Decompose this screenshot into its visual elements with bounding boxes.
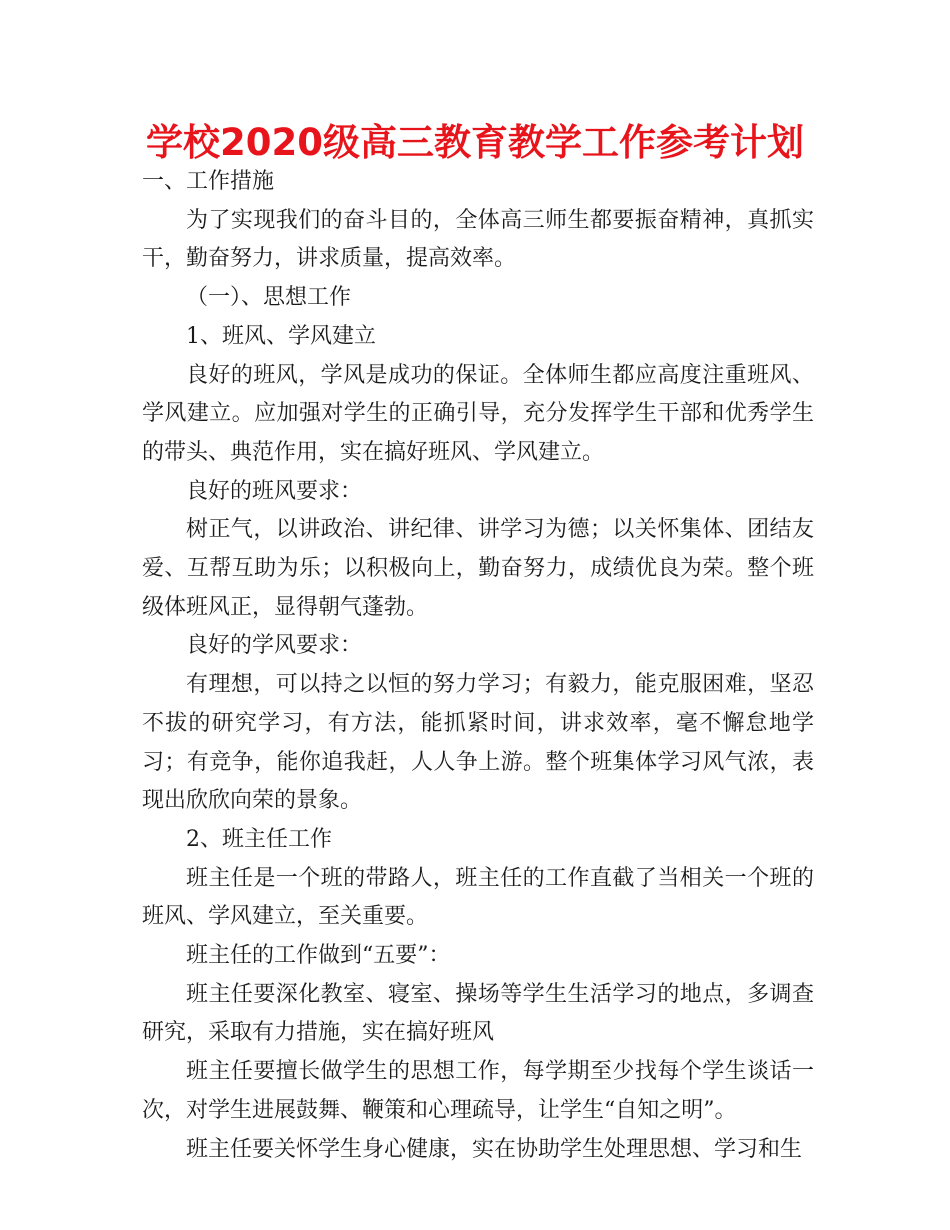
body-paragraph: 良好的班风，学风是成功的保证。全体师生都应高度注重班风、学风建立。应加强对学生的正确引导，充分发挥学生干部和优秀学生的带头、典范作用，实在搞好班风、学风建立。 — [142, 362, 814, 465]
item-heading: 1、班风、学风建立 — [186, 323, 376, 349]
section-heading: 一、工作措施 — [142, 169, 275, 194]
item-heading: 2、班主任工作 — [186, 826, 332, 852]
body-paragraph: 良好的学风要求： — [186, 633, 363, 659]
subsection-heading: （一）、思想工作 — [186, 285, 352, 311]
body-paragraph: 班主任的工作做到“五要”： — [186, 943, 451, 969]
body-paragraph: 良好的班风要求： — [186, 478, 363, 504]
document-title: 学校2020级高三教育教学工作参考计划 — [146, 121, 804, 164]
document-body — [142, 163, 814, 1169]
body-paragraph: 班主任要深化教室、寝室、操场等学生生活学习的地点，多调查研究，采取有力措施，实在搞好班风 — [142, 981, 814, 1046]
body-paragraph: 树正气，以讲政治、讲纪律、讲学习为德；以关怀集体、团结友爱、互帮互助为乐；以积极向上，勤奋努力，成绩优良为荣。整个班级体班风正，显得朝气蓬勃。 — [142, 517, 814, 620]
body-paragraph: 班主任要擅长做学生的思想工作，每学期至少找每个学生谈话一次，对学生进展鼓舞、鞭策和心理疏导，让学生“自知之明”。 — [142, 1059, 814, 1123]
body-paragraph: 为了实现我们的奋斗目的，全体高三师生都要振奋精神，真抓实干，勤奋努力，讲求质量，提高效率。 — [142, 207, 814, 272]
body-paragraph: 班主任是一个班的带路人，班主任的工作直截了当相关一个班的班风、学风建立，至关重要。 — [142, 865, 814, 930]
body-paragraph: 有理想，可以持之以恒的努力学习；有毅力，能克服困难，坚忍不拔的研究学习，有方法，能抓紧时间，讲求效率，毫不懈怠地学习；有竞争，能你追我赶，人人争上游。整个班集体学习风气浓，表现出欣欣向荣的景象。 — [142, 672, 814, 814]
body-paragraph: 班主任要关怀学生身心健康，实在协助学生处理思想、学习和生 — [186, 1136, 803, 1162]
